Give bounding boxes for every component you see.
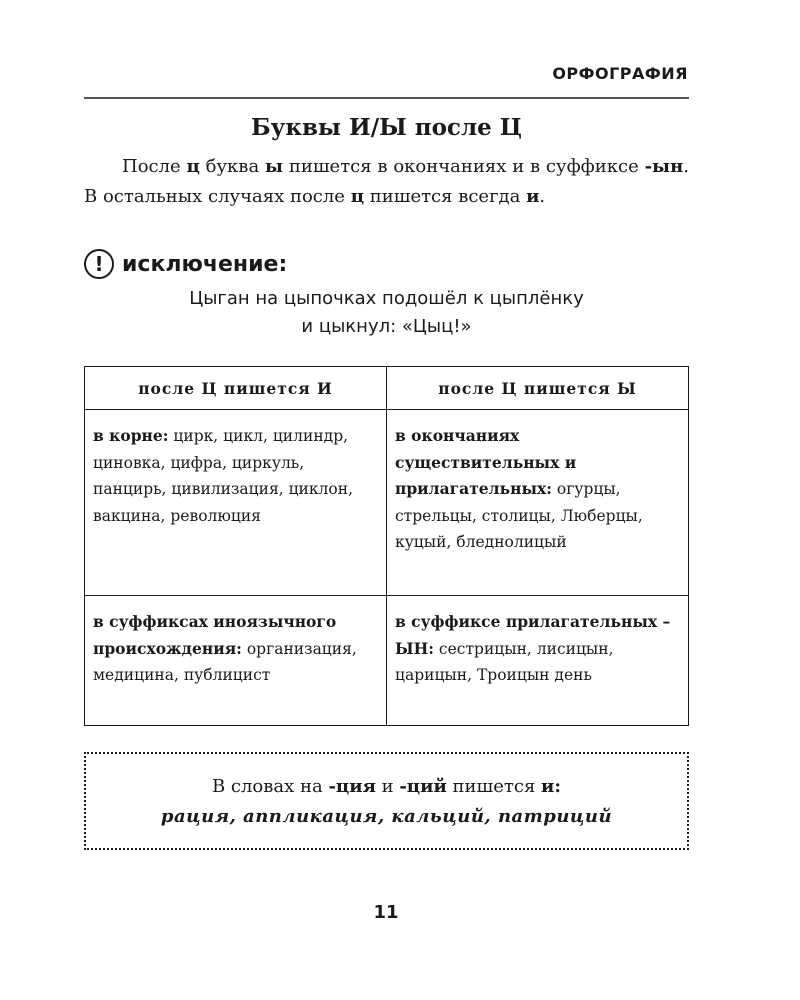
exception-label: исключение: (122, 251, 288, 277)
note-rule: В словах на -ция и -ций пишется и: (211, 776, 562, 797)
page-number: 11 (373, 902, 399, 923)
rule-paragraph: После ц буква ы пишется в окончаниях и в суффиксе -ын. В остальных случаях после ц пишется всегда и. (84, 156, 689, 207)
cell-root-i: в корне: цирк, цикл, цилиндр, циновка, цифра, циркуль, панцирь, цивилизация, циклон, вакцина, революция (85, 410, 387, 596)
table-header-i: после Ц пишется И (85, 367, 387, 410)
note-examples: рация, аппликация, кальций, патриций (160, 806, 613, 827)
note-box (84, 752, 689, 850)
cell-endings-y: в окончаниях существительных и прилагательных: огурцы, стрельцы, столицы, Люберцы, куцый, бледнолицый (387, 410, 689, 596)
exception-sentence-line-2: и цыкнул: «Цыц!» (301, 316, 472, 337)
exclamation-icon: ! (84, 249, 114, 279)
page-title: Буквы И/Ы после Ц (250, 114, 523, 141)
cell-suffix-i: в суффиксах иноязычного происхождения: организация, медицина, публицист (85, 596, 387, 726)
header-divider (84, 97, 689, 99)
exception-sentence-line-1: Цыган на цыпочках подошёл к цыплёнку (189, 288, 584, 309)
rules-table (84, 366, 689, 726)
cell-suffix-y: в суффиксе прилагательных –ЫН: сестрицын, лисицын, царицын, Троицын день (387, 596, 689, 726)
section-header: ОРФОГРАФИЯ (552, 64, 688, 83)
exception-heading (84, 248, 287, 280)
table-header-y: после Ц пишется Ы (387, 367, 689, 410)
